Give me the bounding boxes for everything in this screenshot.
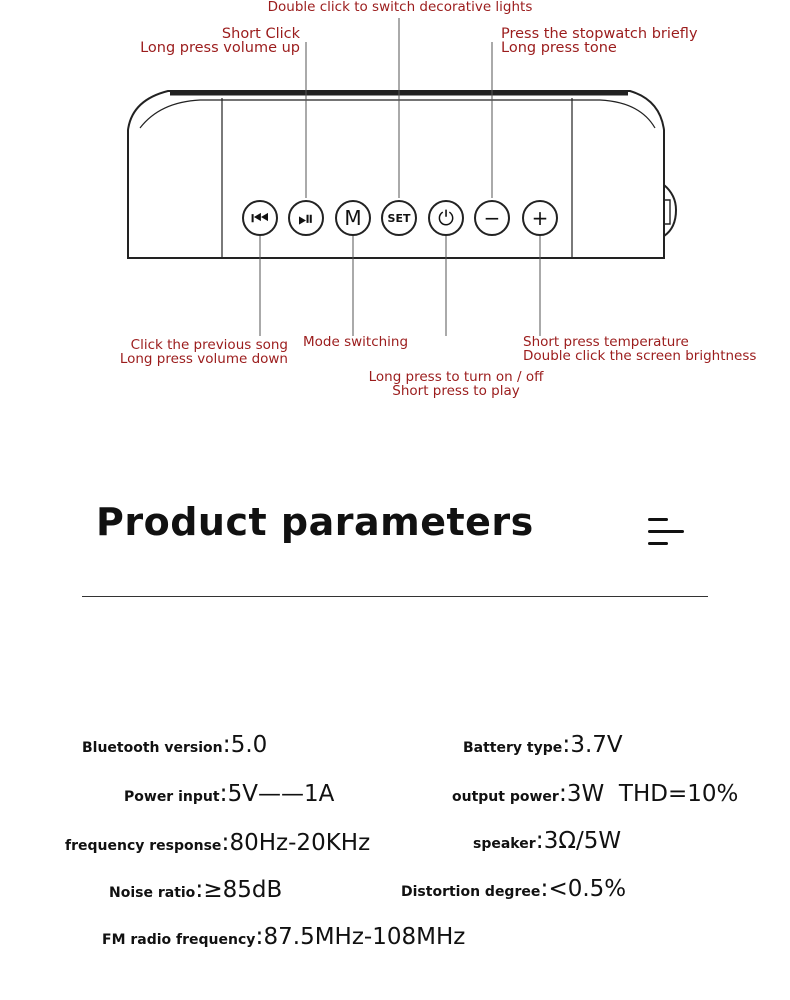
annotation-power: Long press to turn on / off Short press to play xyxy=(368,369,544,399)
parameter-label: frequency response xyxy=(65,838,222,854)
annotation-temperature: Short press temperature Double click the screen brightness xyxy=(523,334,757,364)
parameter-value: <0.5% xyxy=(548,876,627,902)
parameter-row xyxy=(452,779,738,807)
previous-button[interactable] xyxy=(242,200,278,236)
parameter-row xyxy=(109,875,282,903)
parameter-value: 87.5MHz-108MHz xyxy=(263,924,466,950)
parameter-separator: : xyxy=(535,826,544,854)
parameter-value: 80Hz-20KHz xyxy=(229,830,371,856)
parameter-label: output power xyxy=(452,789,559,805)
parameter-row xyxy=(401,874,626,902)
annotation-mode-switching: Mode switching xyxy=(303,334,409,350)
parameter-separator: : xyxy=(558,779,567,807)
parameter-value: 5.0 xyxy=(230,732,268,758)
play-pause-icon: ⏯ xyxy=(298,206,314,230)
plus-button[interactable] xyxy=(522,200,558,236)
parameter-value: 3W THD=10% xyxy=(566,781,739,807)
set-icon: SET xyxy=(387,211,411,225)
parameter-label: FM radio frequency xyxy=(102,932,256,948)
parameter-value: 5V——1A xyxy=(227,781,335,807)
parameter-row xyxy=(102,922,465,950)
parameter-separator: : xyxy=(222,730,231,758)
parameter-value: ≥85dB xyxy=(203,877,283,903)
power-icon: ⏻ xyxy=(438,206,454,230)
parameter-row xyxy=(473,826,621,854)
parameter-value: 3Ω/5W xyxy=(543,828,622,854)
parameter-separator: : xyxy=(255,922,264,950)
parameter-label: Noise ratio xyxy=(109,885,196,901)
parameter-label: Power input xyxy=(124,789,220,805)
annotation-previous-song: Click the previous song Long press volume down xyxy=(119,337,288,367)
parameter-separator: : xyxy=(219,779,228,807)
parameter-row xyxy=(82,730,267,758)
parameter-row xyxy=(463,730,623,758)
parameter-value: 3.7V xyxy=(570,732,623,758)
parameter-separator: : xyxy=(540,874,549,902)
parameter-label: speaker xyxy=(473,836,536,852)
annotation-stopwatch: Press the stopwatch briefly Long press tone xyxy=(501,26,698,56)
section-title: Product parameters xyxy=(96,500,534,544)
minus-button[interactable] xyxy=(474,200,510,236)
parameter-label: Distortion degree xyxy=(401,884,541,900)
divider xyxy=(82,596,708,597)
parameter-label: Battery type xyxy=(463,740,563,756)
plus-icon: + xyxy=(531,206,549,230)
annotation-decorative-lights: Double click to switch decorative lights xyxy=(267,0,533,15)
mode-icon: M xyxy=(344,206,362,230)
annotation-volume-up: Short Click Long press volume up xyxy=(140,26,300,56)
set-button[interactable] xyxy=(381,200,417,236)
parameter-separator: : xyxy=(221,828,230,856)
power-button[interactable] xyxy=(428,200,464,236)
minus-icon: − xyxy=(483,206,501,230)
previous-icon: ⏮ xyxy=(251,206,269,230)
parameter-row xyxy=(65,828,370,856)
parameter-label: Bluetooth version xyxy=(82,740,223,756)
parameter-separator: : xyxy=(195,875,204,903)
menu-icon xyxy=(646,516,686,548)
parameter-separator: : xyxy=(562,730,571,758)
mode-button[interactable] xyxy=(335,200,371,236)
parameter-row xyxy=(124,779,334,807)
play-pause-button[interactable] xyxy=(288,200,324,236)
